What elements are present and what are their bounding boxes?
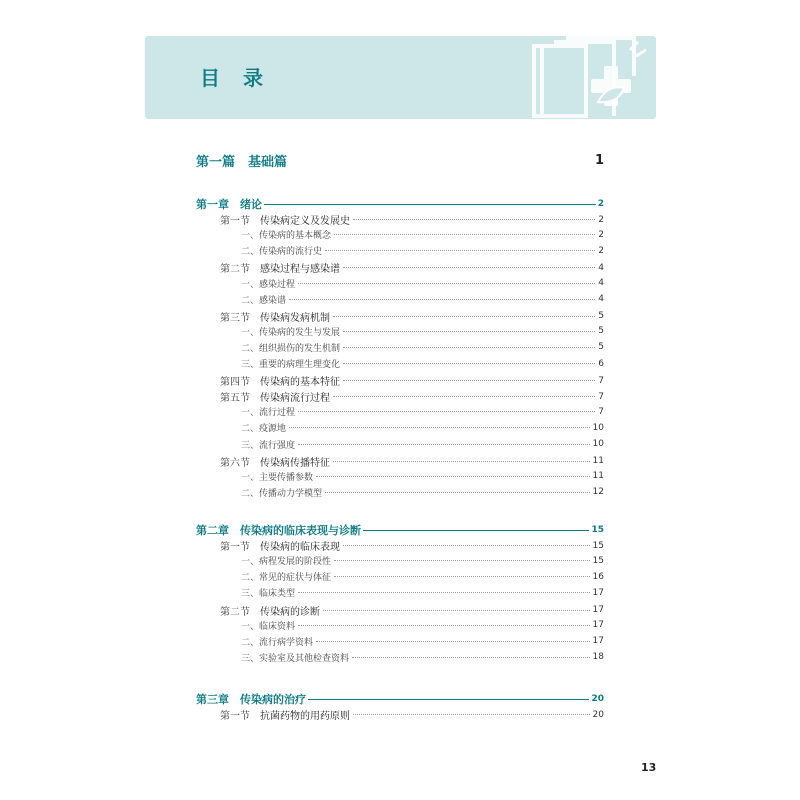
section-entry: [196, 260, 604, 275]
subsection-title: 二、流行病学资料: [241, 637, 314, 648]
section-title: 传染病的基本特征: [260, 377, 340, 389]
section-title: 传染病传播特征: [260, 457, 330, 469]
chapter-title: 第二章 传染病的临床表现与诊断: [196, 524, 361, 537]
dotted-leader: [333, 316, 595, 317]
subsection-entry: [196, 470, 604, 483]
section-number: 第一节: [220, 542, 250, 554]
section-entry: [196, 389, 604, 404]
section-entry: [196, 707, 604, 722]
dotted-leader: [343, 347, 595, 348]
chapter-page: 2: [597, 199, 604, 209]
subsection-title: 三、临床类型: [241, 589, 296, 600]
leader-line: [264, 204, 596, 205]
entry-page: 5: [598, 342, 604, 353]
part-heading: [196, 150, 604, 170]
entry-page: 5: [598, 311, 604, 322]
subsection-title: 一、传染病的发生与发展: [241, 327, 341, 338]
leader-line: [363, 530, 589, 531]
part-title: 第一篇 基础篇: [196, 154, 288, 170]
subsection-entry: [196, 486, 604, 499]
chapter-page: 20: [591, 694, 604, 704]
section-title: 传染病的临床表现: [260, 542, 340, 554]
entry-page: 6: [598, 358, 604, 369]
dotted-leader: [325, 250, 595, 251]
entry-page: 17: [592, 620, 604, 631]
dotted-leader: [333, 461, 590, 462]
subsection-title: 一、流行过程: [241, 408, 296, 419]
dotted-leader: [334, 234, 595, 235]
entry-page: 15: [592, 540, 604, 551]
entry-page: 17: [592, 605, 604, 615]
dotted-leader: [289, 427, 590, 428]
subsection-title: 一、主要传播参数: [241, 472, 314, 483]
dotted-leader: [343, 380, 595, 381]
dotted-leader: [343, 267, 595, 268]
subsection-title: 三、流行强度: [241, 440, 296, 451]
chapter-title: 第三章 传染病的治疗: [196, 693, 306, 706]
subsection-entry: [196, 438, 604, 451]
entry-page: 7: [598, 391, 604, 402]
section-entry: [196, 212, 604, 227]
section-title: 传染病的诊断: [260, 606, 320, 618]
subsection-entry: [196, 570, 604, 583]
section-number: 第四节: [220, 377, 250, 389]
dotted-leader: [334, 560, 590, 561]
section-entry: [196, 373, 604, 388]
page-title: 目 录: [200, 66, 271, 90]
subsection-entry: [196, 325, 604, 338]
subsection-title: 二、疫源地: [241, 424, 287, 435]
entry-page: 17: [592, 636, 604, 647]
section-entry: [196, 309, 604, 324]
entry-page: 2: [598, 245, 604, 256]
entry-page: 4: [598, 262, 604, 273]
subsection-title: 二、组织损伤的发生机制: [241, 343, 341, 354]
section-number: 第三节: [220, 312, 250, 324]
entry-page: 16: [592, 571, 604, 582]
subsection-entry: [196, 651, 604, 664]
dotted-leader: [316, 476, 590, 477]
section-entry: [196, 538, 604, 553]
section-number: 第二节: [220, 264, 250, 276]
subsection-entry: [196, 421, 604, 434]
subsection-entry: [196, 228, 604, 241]
entry-page: 20: [592, 709, 604, 720]
section-number: 第一节: [220, 216, 250, 228]
section-number: 第二节: [220, 606, 250, 618]
entry-page: 11: [592, 471, 604, 482]
page-number: 13: [641, 761, 657, 774]
dotted-leader: [323, 610, 590, 611]
dotted-leader: [333, 396, 595, 397]
subsection-title: 三、重要的病理生理变化: [241, 360, 341, 370]
section-number: 第六节: [220, 457, 250, 469]
dotted-leader: [316, 641, 590, 642]
dotted-leader: [298, 283, 595, 284]
medical-book-icon: [526, 36, 656, 119]
dotted-leader: [298, 444, 590, 445]
subsection-entry: [196, 586, 604, 599]
dotted-leader: [298, 411, 595, 412]
section-title: 传染病定义及发展史: [260, 216, 350, 228]
chapter-entry: [196, 691, 604, 707]
entry-page: 2: [598, 214, 604, 225]
chapter-page: 15: [591, 525, 604, 535]
section-title: 传染病流行过程: [260, 393, 330, 405]
dotted-leader: [352, 657, 590, 658]
dotted-leader: [298, 625, 590, 626]
subsection-entry: [196, 277, 604, 290]
entry-page: 15: [592, 555, 604, 566]
chapter-entry: [196, 196, 604, 212]
subsection-entry: [196, 405, 604, 418]
dotted-leader: [334, 576, 590, 577]
subsection-entry: [196, 357, 604, 370]
entry-page: 2: [598, 229, 604, 240]
section-title: 传染病发病机制: [260, 312, 330, 324]
section-title: 抗菌药物的用药原则: [260, 711, 350, 723]
subsection-entry: [196, 619, 604, 632]
chapter-title: 第一章 绪论: [196, 198, 262, 211]
entry-page: 5: [598, 326, 604, 337]
subsection-title: 二、传播动力学模型: [241, 488, 323, 499]
entry-page: 7: [598, 406, 604, 417]
dotted-leader: [343, 331, 595, 332]
dotted-leader: [343, 545, 590, 546]
section-entry: [196, 603, 604, 618]
entry-page: 11: [592, 456, 604, 467]
subsection-title: 三、实验室及其他检查资料: [241, 653, 350, 664]
subsection-entry: [196, 554, 604, 567]
entry-page: 4: [598, 294, 604, 305]
entry-page: 7: [598, 375, 604, 386]
section-number: 第一节: [220, 711, 250, 723]
subsection-title: 二、常见的症状与体征: [241, 573, 332, 584]
chapter-entry: [196, 522, 604, 538]
dotted-leader: [353, 219, 595, 220]
entry-page: 12: [592, 487, 604, 498]
leader-line: [308, 699, 589, 700]
subsection-entry: [196, 244, 604, 257]
subsection-title: 一、传染病的基本概念: [241, 231, 332, 242]
dotted-leader: [353, 714, 590, 715]
subsection-title: 二、传染病的流行史: [241, 247, 323, 258]
subsection-title: 二、感染谱: [241, 295, 287, 306]
dotted-leader: [343, 363, 595, 364]
entry-page: 4: [598, 278, 604, 288]
dotted-leader: [289, 299, 595, 300]
entry-page: 17: [592, 587, 604, 598]
subsection-title: 一、临床资料: [241, 621, 296, 632]
subsection-title: 一、病程发展的阶段性: [241, 557, 332, 568]
subsection-title: 一、感染过程: [241, 279, 296, 290]
subsection-entry: [196, 293, 604, 306]
entry-page: 18: [592, 652, 604, 663]
section-entry: [196, 454, 604, 469]
section-number: 第五节: [220, 393, 250, 405]
part-page: 1: [594, 152, 604, 168]
section-title: 感染过程与感染谱: [260, 264, 340, 276]
dotted-leader: [298, 592, 590, 593]
entry-page: 10: [592, 439, 604, 449]
entry-page: 10: [592, 422, 604, 433]
subsection-entry: [196, 341, 604, 354]
subsection-entry: [196, 635, 604, 648]
header-banner: [145, 36, 656, 119]
dotted-leader: [325, 492, 590, 493]
